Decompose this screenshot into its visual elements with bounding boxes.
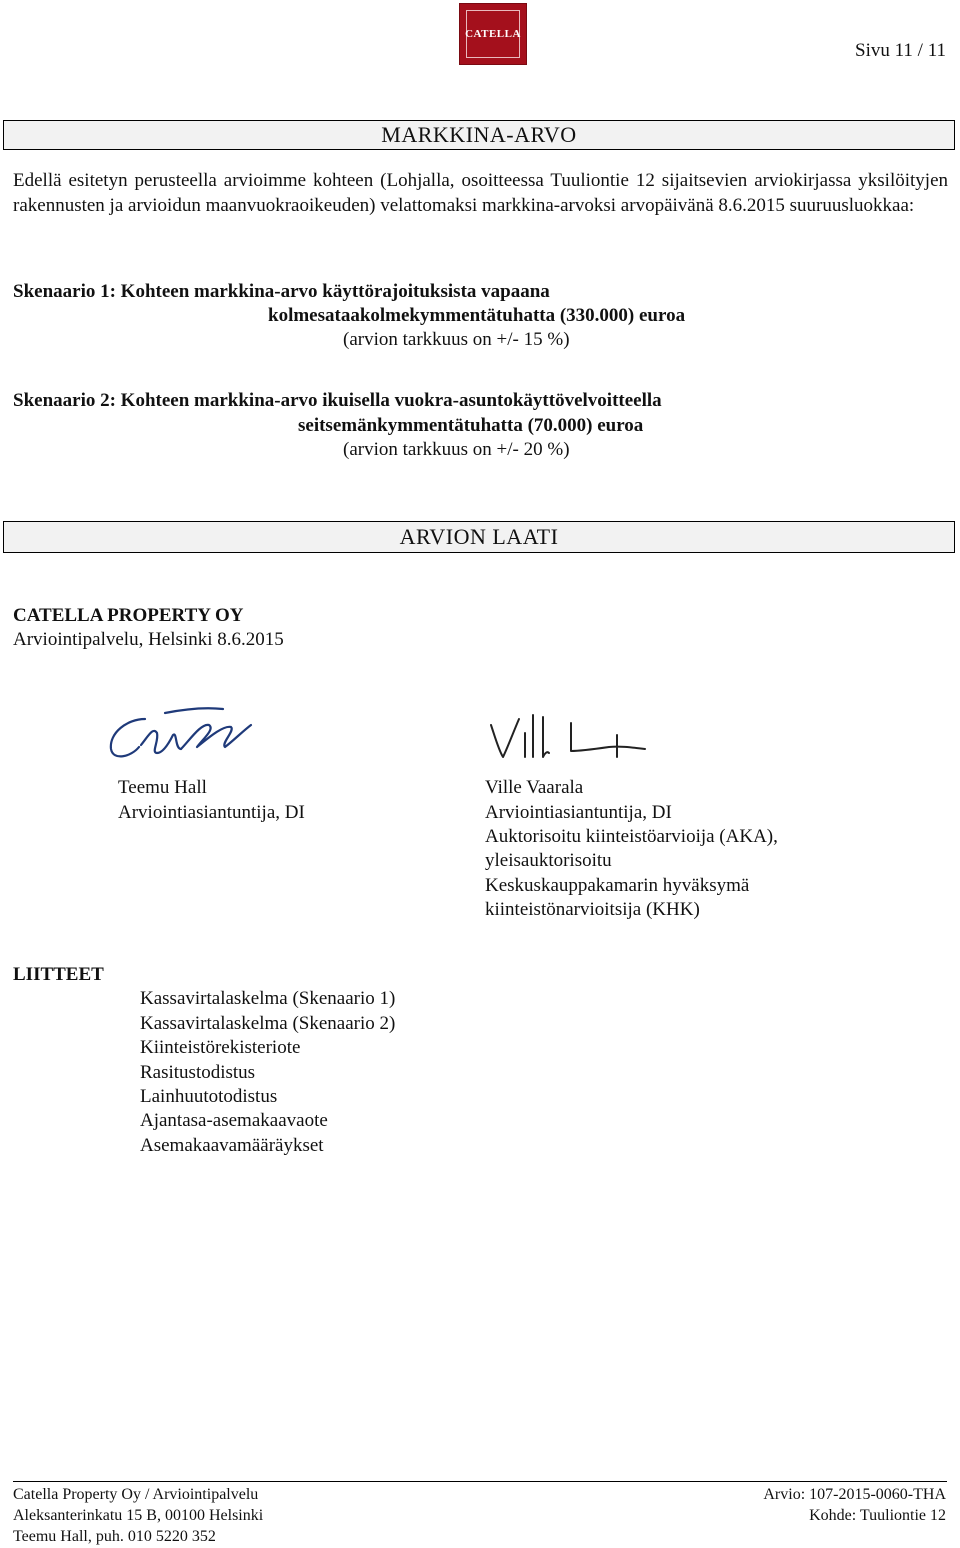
attachments-heading: LIITTEET xyxy=(13,964,104,985)
attachment-item: Lainhuutotodistus xyxy=(140,1086,278,1107)
signature-teemu-hall xyxy=(105,705,255,767)
signature-ville-vaarala xyxy=(485,707,655,765)
scenario1-accuracy: (arvion tarkkuus on +/- 15 %) xyxy=(343,329,570,350)
market-value-heading: MARKKINA-ARVO xyxy=(3,120,955,150)
footer-left-1: Catella Property Oy / Arviointipalvelu xyxy=(13,1486,259,1503)
company-name: CATELLA PROPERTY OY xyxy=(13,605,244,626)
market-value-intro: Edellä esitetyn perusteella arvioimme kohteen (Lohjalla, osoitteessa Tuuliontie 12 sijaitsevien arviokirjassa yksilöityjen rakennusten ja arvioidun maanvuokraoikeuden) velattomaksi markkina-arvoksi arvopäivänä 8.6.2015 suuruusluokkaa: xyxy=(13,170,948,216)
catella-logo xyxy=(459,3,527,65)
signer1-name: Teemu Hall xyxy=(118,777,207,798)
scenario2-line2: seitsemänkymmentätuhatta (70.000) euroa xyxy=(298,415,644,436)
scenario2-accuracy: (arvion tarkkuus on +/- 20 %) xyxy=(343,439,570,460)
attachment-item: Asemakaavamääräykset xyxy=(140,1135,324,1156)
signer2-name: Ville Vaarala xyxy=(485,777,584,798)
prepared-by-heading: ARVION LAATI xyxy=(3,521,955,553)
attachment-item: Kiinteistörekisteriote xyxy=(140,1037,301,1058)
attachment-item: Kassavirtalaskelma (Skenaario 1) xyxy=(140,988,396,1009)
signer1-title: Arviointiasiantuntija, DI xyxy=(118,802,305,823)
footer-left-2: Aleksanterinkatu 15 B, 00100 Helsinki xyxy=(13,1507,264,1524)
place-date: Arviointipalvelu, Helsinki 8.6.2015 xyxy=(13,629,284,650)
attachment-item: Ajantasa-asemakaavaote xyxy=(140,1110,328,1131)
signer2-title-5: kiinteistönarvioitsija (KHK) xyxy=(485,899,700,920)
scenario1-line2: kolmesataakolmekymmentätuhatta (330.000) euroa xyxy=(268,305,686,326)
page-number: Sivu 11 / 11 xyxy=(855,40,946,61)
footer-right-2: Kohde: Tuuliontie 12 xyxy=(809,1507,946,1524)
logo-text: CATELLA xyxy=(465,28,521,40)
scenario2-line1: Skenaario 2: Kohteen markkina-arvo ikuisella vuokra-asuntokäyttövelvoitteella xyxy=(13,390,662,411)
footer-left-3: Teemu Hall, puh. 010 5220 352 xyxy=(13,1528,216,1545)
footer-right-1: Arvio: 107-2015-0060-THA xyxy=(763,1486,946,1503)
signer2-title-4: Keskuskauppakamarin hyväksymä xyxy=(485,875,750,896)
signer2-title-3: yleisauktorisoitu xyxy=(485,850,612,871)
attachment-item: Kassavirtalaskelma (Skenaario 2) xyxy=(140,1013,396,1034)
scenario1-line1: Skenaario 1: Kohteen markkina-arvo käyttörajoituksista vapaana xyxy=(13,281,550,302)
attachment-item: Rasitustodistus xyxy=(140,1062,256,1083)
signer2-title-2: Auktorisoitu kiinteistöarvioija (AKA), xyxy=(485,826,778,847)
footer-rule xyxy=(13,1481,947,1482)
signer2-title-1: Arviointiasiantuntija, DI xyxy=(485,802,672,823)
